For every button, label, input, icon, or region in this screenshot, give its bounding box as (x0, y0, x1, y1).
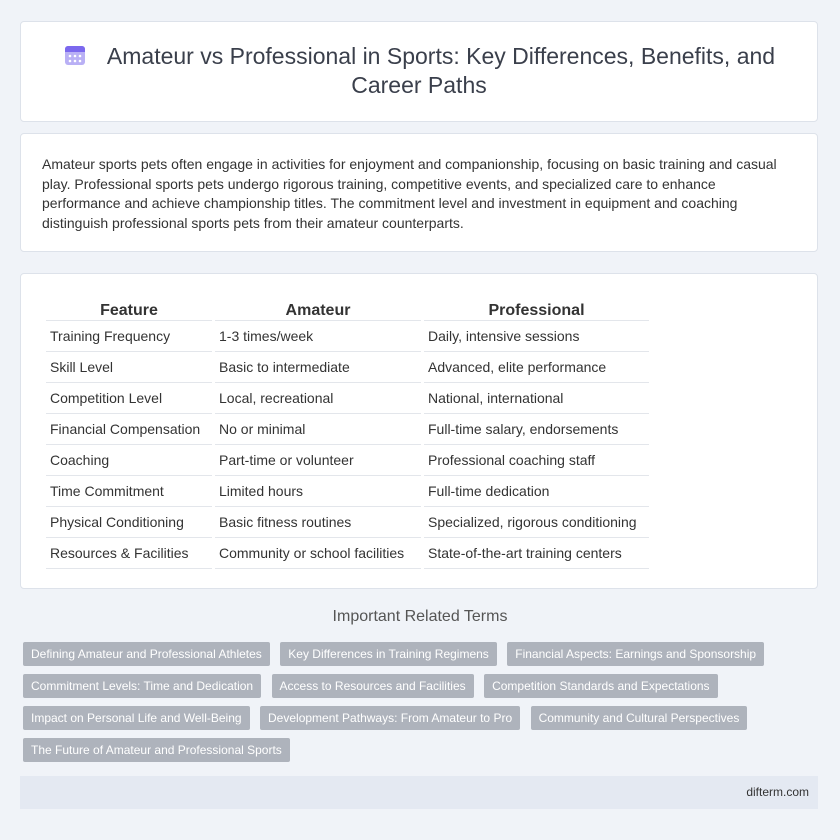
table-cell: Local, recreational (215, 383, 421, 414)
related-terms-tags (23, 642, 823, 770)
page-title: Amateur vs Professional in Sports: Key Differences, Benefits, and Career Paths (106, 43, 776, 98)
table-row (46, 445, 649, 476)
table-cell: Physical Conditioning (46, 507, 212, 538)
table-row (46, 538, 649, 569)
table-cell: Specialized, rigorous conditioning (424, 507, 649, 538)
table-cell: Training Frequency (46, 321, 212, 352)
calendar-icon (63, 43, 87, 67)
table-row (46, 321, 649, 352)
table-cell: Community or school facilities (215, 538, 421, 569)
related-term-tag[interactable]: Development Pathways: From Amateur to Pro (260, 706, 520, 730)
column-header-feature: Feature (46, 296, 212, 321)
table-row (46, 352, 649, 383)
related-term-tag[interactable]: Commitment Levels: Time and Dedication (23, 674, 261, 698)
related-term-tag[interactable]: The Future of Amateur and Professional Sports (23, 738, 290, 762)
table-cell: No or minimal (215, 414, 421, 445)
table-row (46, 383, 649, 414)
table-cell: Full-time salary, endorsements (424, 414, 649, 445)
table-cell: Coaching (46, 445, 212, 476)
table-cell: Basic fitness routines (215, 507, 421, 538)
table-cell: Competition Level (46, 383, 212, 414)
table-row (46, 476, 649, 507)
comparison-table (43, 296, 652, 569)
footer-site-link[interactable]: difterm.com (746, 785, 809, 799)
related-term-tag[interactable]: Competition Standards and Expectations (484, 674, 717, 698)
table-cell: Resources & Facilities (46, 538, 212, 569)
related-term-tag[interactable]: Access to Resources and Facilities (272, 674, 474, 698)
page-title-wrap (51, 42, 787, 100)
intro-paragraph: Amateur sports pets often engage in activities for enjoyment and companionship, focusing on basic training and casual play. Professional sports pets undergo rigorous training, competitive events, and specialized care to enhance performance and achieve championship titles. The commitment level and investment in equipment and coaching distinguish professional sports pets from their amateur counterparts. (42, 156, 777, 231)
table-cell: Daily, intensive sessions (424, 321, 649, 352)
table-cell: 1-3 times/week (215, 321, 421, 352)
table-cell: Financial Compensation (46, 414, 212, 445)
table-cell: Limited hours (215, 476, 421, 507)
table-cell: Skill Level (46, 352, 212, 383)
column-header-professional: Professional (424, 296, 649, 321)
footer (20, 776, 818, 809)
header-card (20, 21, 818, 122)
table-row (46, 507, 649, 538)
comparison-card (20, 273, 818, 589)
table-cell: Advanced, elite performance (424, 352, 649, 383)
related-term-tag[interactable]: Impact on Personal Life and Well-Being (23, 706, 250, 730)
related-term-tag[interactable]: Financial Aspects: Earnings and Sponsorship (507, 642, 764, 666)
table-cell: Full-time dedication (424, 476, 649, 507)
table-cell: State-of-the-art training centers (424, 538, 649, 569)
related-term-tag[interactable]: Defining Amateur and Professional Athletes (23, 642, 270, 666)
table-cell: National, international (424, 383, 649, 414)
table-row (46, 414, 649, 445)
related-terms-title: Important Related Terms (332, 608, 508, 625)
related-term-tag[interactable]: Community and Cultural Perspectives (531, 706, 748, 730)
table-cell: Part-time or volunteer (215, 445, 421, 476)
intro-card (20, 133, 818, 252)
related-term-tag[interactable]: Key Differences in Training Regimens (280, 642, 497, 666)
table-cell: Basic to intermediate (215, 352, 421, 383)
table-cell: Professional coaching staff (424, 445, 649, 476)
table-header-row (46, 296, 649, 321)
table-cell: Time Commitment (46, 476, 212, 507)
column-header-amateur: Amateur (215, 296, 421, 321)
